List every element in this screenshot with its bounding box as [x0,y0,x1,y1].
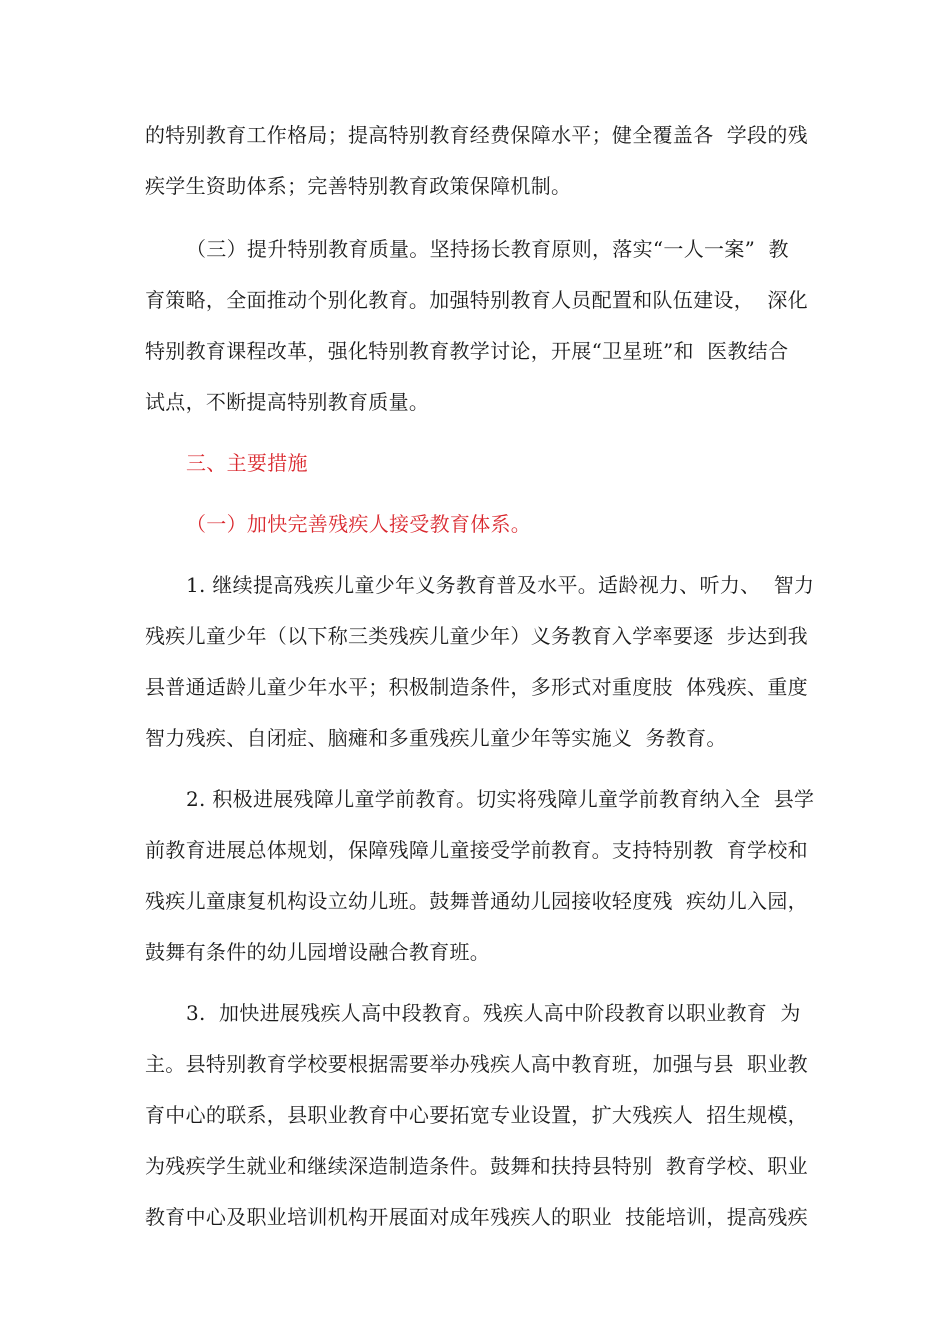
body-text-line: 2. 积极进展残障儿童学前教育。切实将残障儿童学前教育纳入全 县学 [186,787,815,811]
body-text-line: 疾学生资助体系；完善特别教育政策保障机制。 [145,174,572,198]
subsection-heading: （一）加快完善残疾人接受教育体系。 [186,512,532,536]
body-text-line: 残疾儿童康复机构设立幼儿班。鼓舞普通幼儿园接收轻度残 疾幼儿入园， [145,889,808,913]
body-text-line: 残疾儿童少年（以下称三类残疾儿童少年）义务教育入学率要逐 步达到我 [145,624,808,648]
body-text-line: 主。县特别教育学校要根据需要举办残疾人高中教育班，加强与县 职业教 [145,1052,808,1076]
body-text-line: 为残疾学生就业和继续深造制造条件。鼓舞和扶持县特别 教育学校、职业 [145,1154,808,1178]
body-text-line: 前教育进展总体规划，保障残障儿童接受学前教育。支持特别教 育学校和 [145,838,808,862]
body-text-line: 试点，不断提高特别教育质量。 [145,390,430,414]
body-text-line: 教育中心及职业培训机构开展面对成年残疾人的职业 技能培训，提高残疾 [145,1205,808,1229]
body-text-line: 3. 加快进展残疾人高中段教育。残疾人高中阶段教育以职业教育 为 [186,1001,801,1025]
body-text-line: 1. 继续提高残疾儿童少年义务教育普及水平。适龄视力、听力、 智力 [186,573,815,597]
body-text-line: 的特别教育工作格局；提高特别教育经费保障水平；健全覆盖各 学段的残 [145,123,808,147]
body-text-line: （三）提升特别教育质量。坚持扬长教育原则，落实“一人一案” 教 [186,237,789,261]
body-text-line: 育中心的联系，县职业教育中心要拓宽专业设置，扩大残疾人 招生规模， [145,1103,808,1127]
body-text-line: 县普通适龄儿童少年水平；积极制造条件，多形式对重度肢 体残疾、重度 [145,675,808,699]
body-text-line: 特别教育课程改革，强化特别教育教学讨论，开展“卫星班”和 医教结合 [145,339,789,363]
body-text-line: 育策略，全面推动个别化教育。加强特别教育人员配置和队伍建设， 深化 [145,288,808,312]
section-heading: 三、主要措施 [186,451,308,475]
body-text-line: 智力残疾、自闭症、脑瘫和多重残疾儿童少年等实施义 务教育。 [145,726,727,750]
body-text-line: 鼓舞有条件的幼儿园增设融合教育班。 [145,940,491,964]
